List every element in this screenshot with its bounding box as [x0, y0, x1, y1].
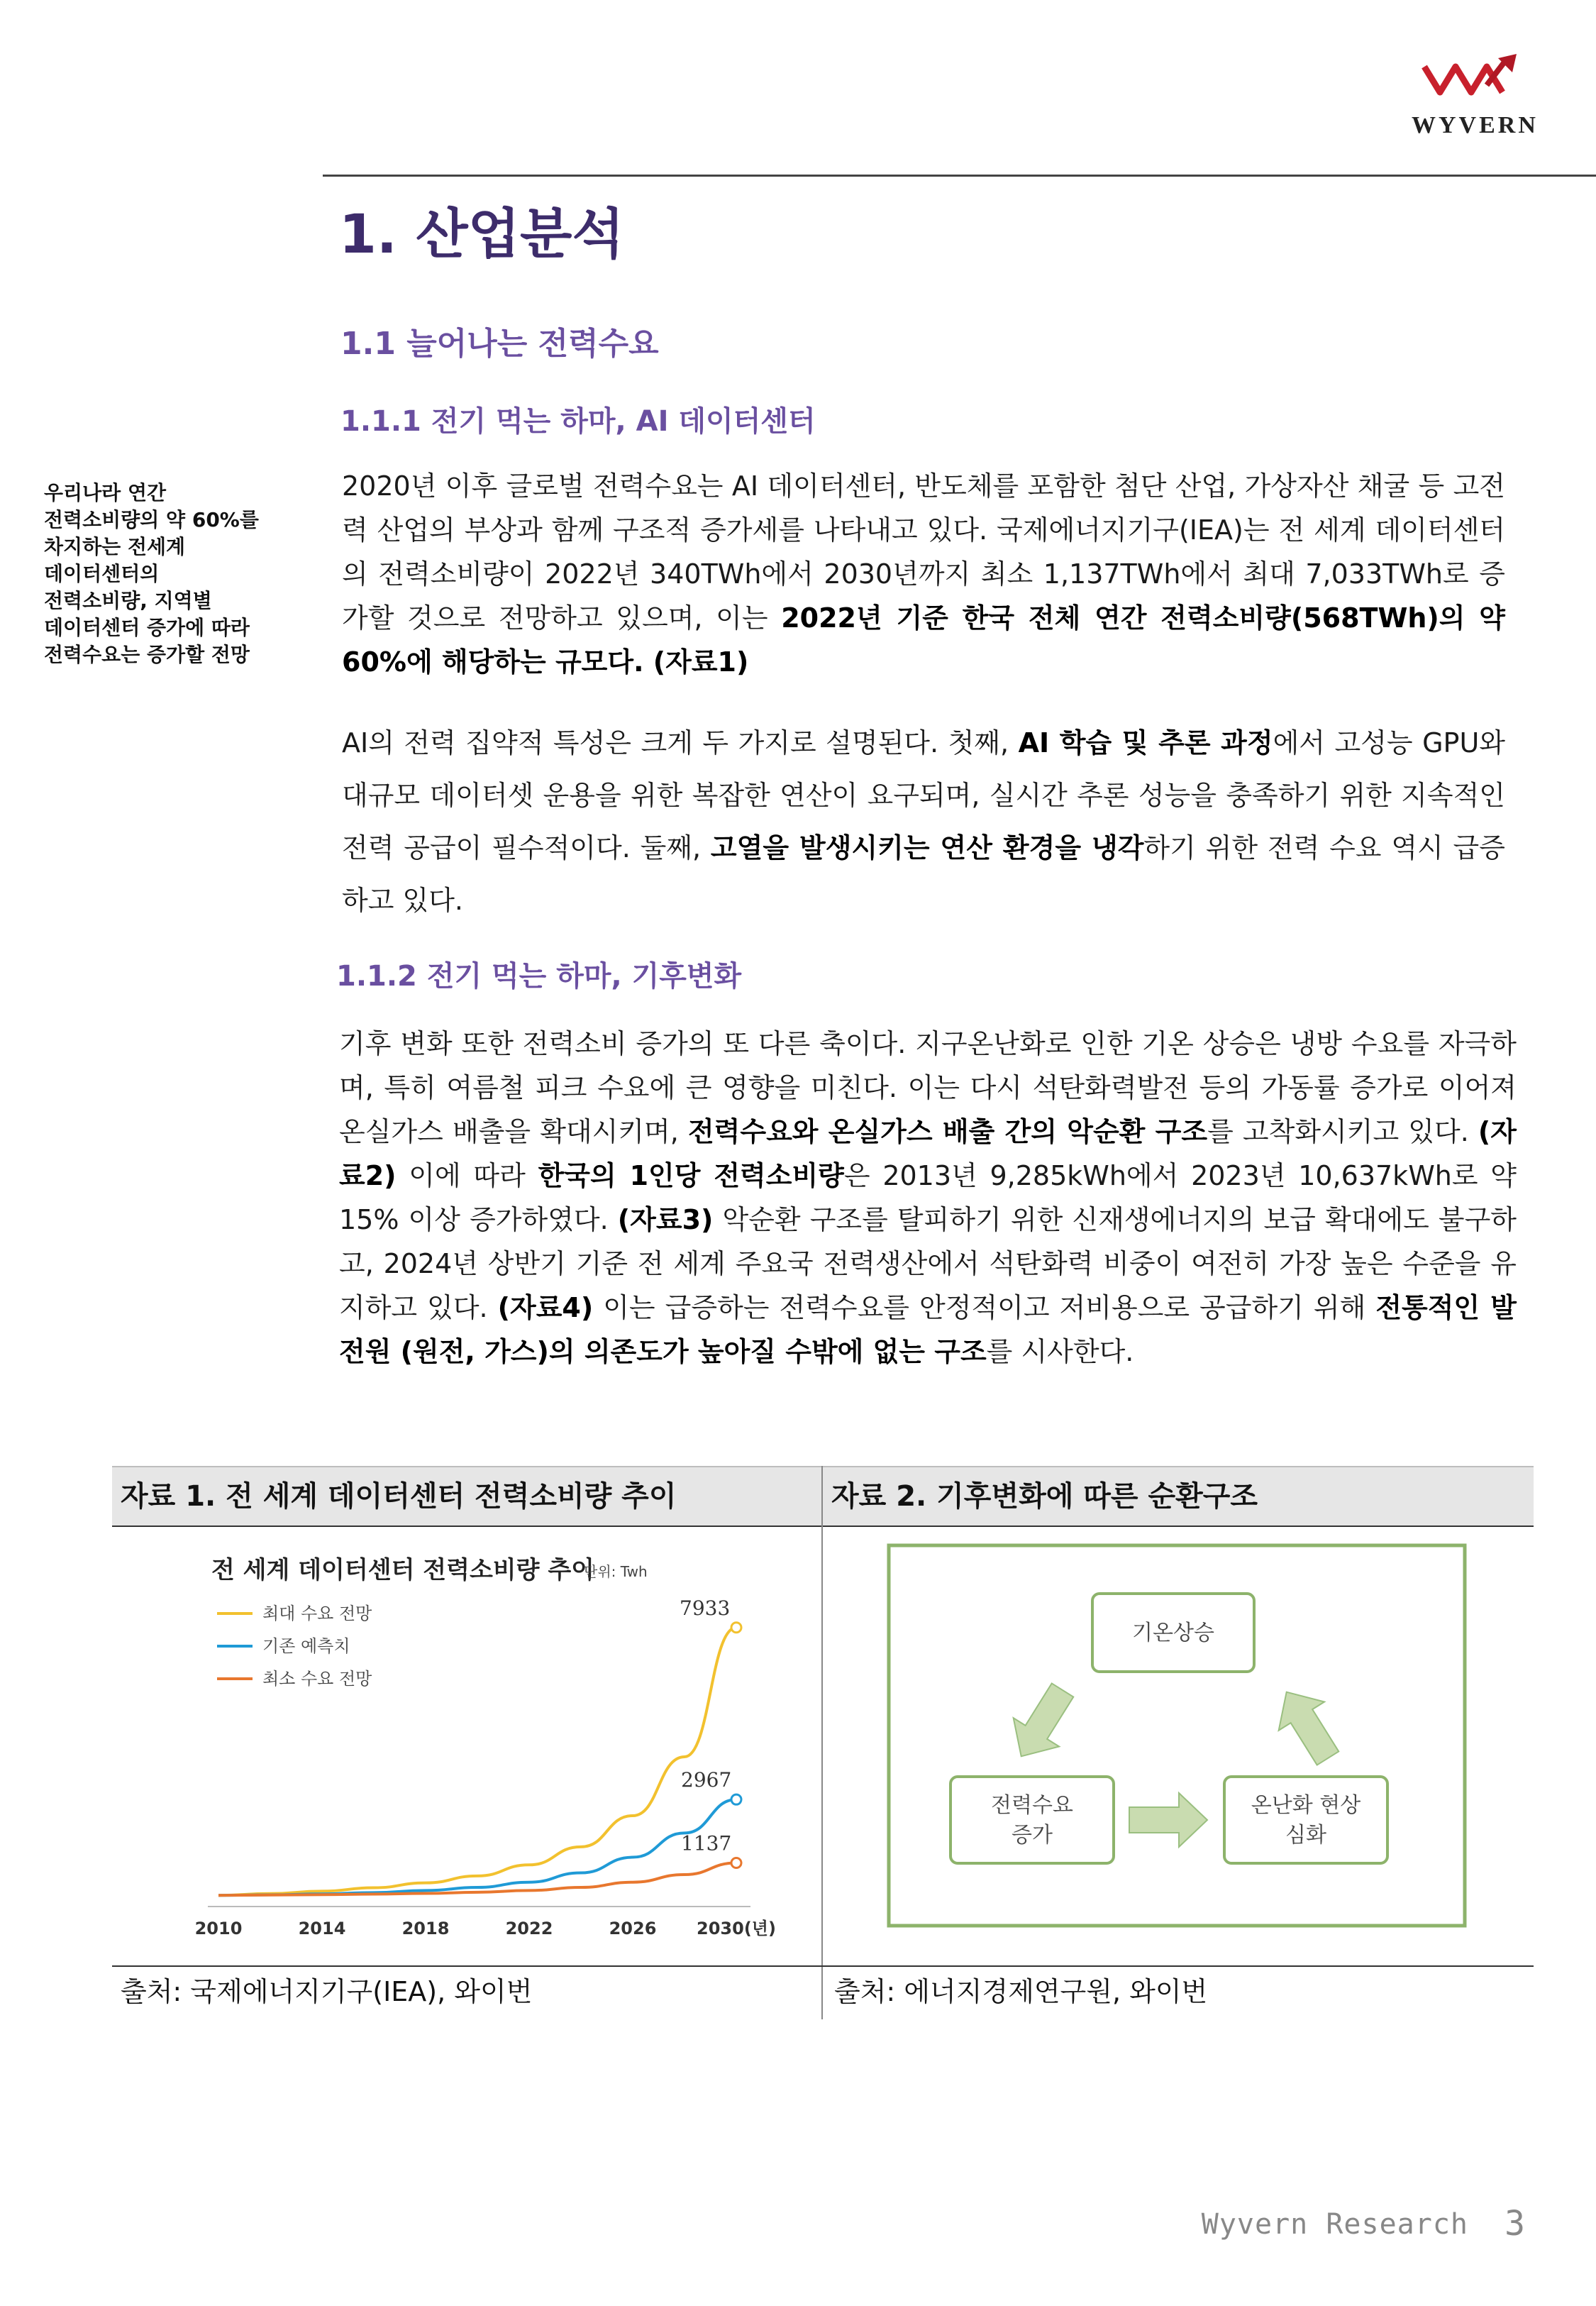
- data-label: 7933: [680, 1596, 731, 1620]
- para-bold-text: 한국의 1인당 전력소비량: [538, 1160, 844, 1191]
- para-text: 은 2013년 9,285kWh에서 2023년 10,637kWh로 약 15% 이상 증가하였다.: [339, 1160, 1517, 1235]
- page-title: 1. 산업분석: [339, 202, 624, 265]
- section-heading-1-1-1: 1.1.1 전기 먹는 하마, AI 데이터센터: [340, 405, 816, 438]
- para-bold-text: (자료4): [497, 1292, 594, 1323]
- figure-2-header: 자료 2. 기후변화에 따른 순환구조: [821, 1466, 1534, 1527]
- node-label-line: 온난화 현상: [1251, 1793, 1361, 1818]
- datacenter-power-chart: [112, 1530, 821, 1963]
- series-line: [218, 1799, 736, 1895]
- node-label-line: 전력수요: [991, 1793, 1073, 1818]
- chart-legend: [217, 1604, 372, 1689]
- sidebar-line: 우리나라 연간: [44, 481, 167, 504]
- figure-1-header: 자료 1. 전 세계 데이터센터 전력소비량 추이: [112, 1466, 821, 1527]
- paragraph-ai-power-intensity: [342, 717, 1505, 927]
- sidebar-summary: [44, 480, 299, 668]
- para-text: 이는 급증하는 전력수요를 안정적이고 저비용으로 공급하기 위해: [593, 1292, 1376, 1323]
- series-line: [218, 1628, 736, 1895]
- data-label: 1137: [681, 1831, 732, 1855]
- paragraph-ai-datacenter: [342, 464, 1505, 684]
- node-label-line: 증가: [1012, 1823, 1053, 1848]
- para-text: 악순환 구조를 탈피하기 위한 신재생에너지의 보급 확대에도 불구하고, 2024년 상반기 기준 전 세계 주요국 전력생산에서 석탄화력 비중이 여전히 가장 높은 수준을 유지하고 있다.: [339, 1204, 1517, 1323]
- para-text: 에서 고성능 GPU와 대규모 데이터셋 운용을 위한 복잡한 연산이 요구되며, 실시간 추론 성능을 충족하기 위한 지속적인 전력 공급이 필수적이다. 둘째,: [342, 727, 1505, 864]
- logo-wordmark: WYVERN: [1412, 112, 1539, 138]
- chart-unit: 단위: Twh: [584, 1563, 648, 1580]
- x-tick-label: 2022: [505, 1919, 553, 1938]
- para-bold-text: 전력수요와 온실가스 배출 간의 악순환 구조: [687, 1116, 1208, 1147]
- section-heading-1-1: 1.1 늘어나는 전력수요: [340, 326, 659, 362]
- legend-label: 기존 예측치: [262, 1636, 350, 1656]
- arrow-right-icon: [1129, 1793, 1207, 1847]
- sidebar-line: 전력수요는 증가할 전망: [44, 643, 250, 666]
- para-text: 이에 따라: [396, 1160, 538, 1191]
- series-end-point: [731, 1858, 741, 1868]
- para-bold-text: (자료3): [617, 1204, 714, 1235]
- x-tick-label: 2026: [609, 1919, 657, 1938]
- para-text: 하기 위한 전력 수요 역시 급증하고 있다.: [342, 832, 1505, 916]
- para-text: 를 고착화시키고 있다.: [1207, 1116, 1478, 1147]
- sidebar-line: 차지하는 전세계: [44, 535, 186, 558]
- node-label: 기온상승: [1132, 1621, 1214, 1645]
- para-text: 기후 변화 또한 전력소비 증가의 또 다른 축이다. 지구온난화로 인한 기온 상승은 냉방 수요를 자극하며, 특히 여름철 피크 수요에 큰 영향을 미친다. 이는 다시 석탄화력발전 등의 가동률 증가로 이어져 온실가스 배출을 확대시키며,: [339, 1028, 1517, 1147]
- sidebar-line: 전력소비량, 지역별: [44, 589, 212, 612]
- arrow-down-left-icon: [998, 1676, 1085, 1771]
- footer-text: Wyvern Research: [1201, 2208, 1468, 2241]
- x-tick-label: 2010: [194, 1919, 243, 1938]
- node-power-demand: [951, 1777, 1114, 1863]
- para-text: 를 시사한다.: [986, 1336, 1134, 1367]
- para-bold-text: 전통적인 발전원 (원전, 가스)의 의존도가 높아질 수밖에 없는 구조: [339, 1292, 1517, 1367]
- x-tick-label: 2030(년): [697, 1919, 776, 1938]
- wyvern-logo-mark: [1419, 51, 1525, 108]
- sidebar-line: 데이터센터의: [44, 562, 160, 585]
- figure-bottom-rule: [112, 1965, 1534, 1967]
- series-end-point: [731, 1623, 741, 1633]
- sidebar-line: 전력소비량의 약 60%를: [44, 508, 259, 531]
- wyvern-logo: [1412, 51, 1539, 158]
- sidebar-line: 데이터센터 증가에 따라: [44, 616, 250, 639]
- figure-2-source: 출처: 에너지경제연구원, 와이번: [834, 1976, 1208, 2007]
- para-text: AI의 전력 집약적 특성은 크게 두 가지로 설명된다. 첫째,: [342, 727, 1019, 758]
- para-bold-text: 2022년 기준 한국 전체 연간 전력소비량(568TWh)의 약 60%에 해당하는 규모다. (자료1): [342, 602, 1505, 678]
- x-tick-label: 2018: [401, 1919, 450, 1938]
- para-bold-text: 고열을 발생시키는 연산 환경을 냉각: [710, 832, 1144, 864]
- climate-cycle-diagram: [823, 1530, 1534, 1963]
- para-bold-text: (자료2): [339, 1116, 1517, 1191]
- legend-label: 최대 수요 전망: [262, 1604, 372, 1623]
- chart-x-axis: [195, 1907, 776, 1938]
- para-text: 2020년 이후 글로벌 전력수요는 AI 데이터센터, 반도체를 포함한 첨단 산업, 가상자산 채굴 등 고전력 산업의 부상과 함께 구조적 증가세를 나타내고 있다. 국제에너지기구(IEA)는 전 세계 데이터센터의 전력소비량이 2022년 340TWh에서 2030년까지 최소 1,137TWh에서 최대 7,033TWh로 증가할 것으로 전망하고 있으며, 이는: [342, 470, 1505, 634]
- figure-1-source: 출처: 국제에너지기구(IEA), 와이번: [121, 1976, 533, 2007]
- figure-table: [112, 1466, 1534, 2019]
- arrow-up-left-icon: [1263, 1678, 1351, 1773]
- paragraph-climate-change: [339, 1022, 1517, 1374]
- section-heading-1-1-2: 1.1.2 전기 먹는 하마, 기후변화: [336, 960, 742, 993]
- page-number: 3: [1504, 2204, 1525, 2244]
- x-tick-label: 2014: [298, 1919, 346, 1938]
- series-line: [218, 1863, 736, 1896]
- node-label-line: 심화: [1285, 1823, 1326, 1848]
- data-label: 2967: [681, 1768, 732, 1792]
- header-rule: [323, 175, 1596, 177]
- chart-title: 전 세계 데이터센터 전력소비량 추이: [211, 1556, 595, 1584]
- node-warming: [1224, 1777, 1387, 1863]
- series-end-point: [731, 1794, 741, 1804]
- legend-label: 최소 수요 전망: [262, 1669, 372, 1689]
- para-bold-text: AI 학습 및 추론 과정: [1018, 727, 1273, 758]
